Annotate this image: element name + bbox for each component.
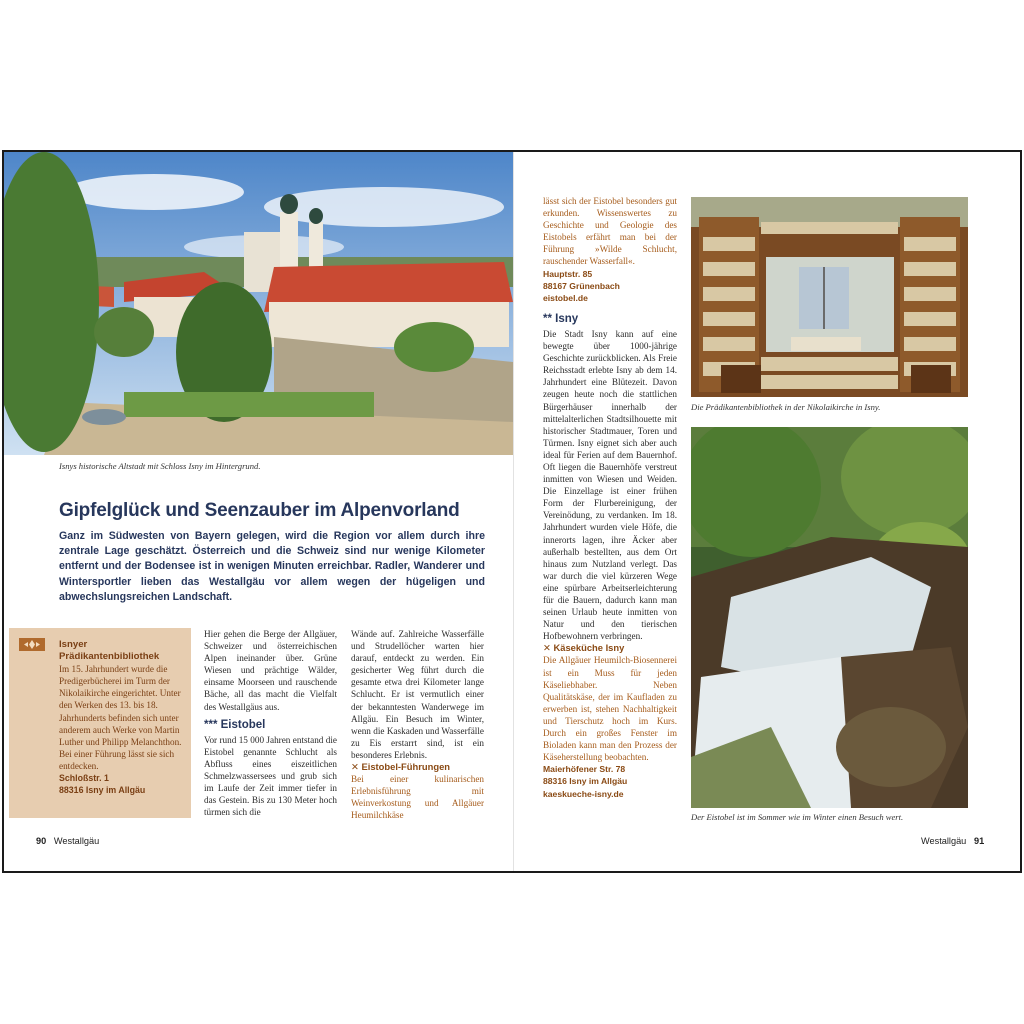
intro-paragraph: Ganz im Südwesten von Bayern gelegen, wird die Region vor allem durch ihre zentrale Lage geschätzt. Österreich und die Schweiz sind nur wenige Kilometer entfernt und der Bodensee ist in wenigen Minuten erreichbar. Radler, Wanderer und Wintersportler lieben das Westallgäu vor allem wegen der hügeligen und abwechslungsreichen Landschaft. (59, 530, 485, 603)
kaese-tip-heading (543, 642, 677, 654)
tip-text-continued: lässt sich der Eistobel besonders gut erkunden. Wissenswertes zu Geschichte und Geologie des Eistobels erfährt man bei der Führung »Wilde Schlucht, rauschender Wasserfall«. (543, 196, 677, 267)
info-box-address-city: 88316 Isny im Allgäu (59, 785, 146, 796)
book-spread (2, 150, 1022, 873)
tip-address-city: 88167 Grünenbach (543, 280, 620, 291)
paragraph: Wände auf. Zahlreiche Wasserfälle und Strudellöcher warten hier darauf, entdeckt zu werden. Ein gesicherter Weg führt durch die gesamte etwa drei Kilometer lange Schlucht. Er ist vermutlich einer der bekanntesten Wanderwege im Allgäu. Ein Besuch im Winter, wenn die Kaskaden und Wasserfälle zu Eis erstarrt sind, ist ein besonderes Erlebnis. (351, 629, 484, 760)
kaese-website: kaeskueche-isny.de (543, 788, 624, 799)
tip-address-street: Hauptstr. 85 (543, 268, 593, 279)
kaese-text: Die Allgäuer Heumilch-Biosennerei ist ein Muss für jeden Käseliebhaber. Neben Qualitätskäse, der im Kaufladen zu erwerben ist, stehen Nachhaltigkeit und Tierschutz hoch im Kurs. Durch ein großes Fenster im Bioladen kann man den Prozess der Käseherstellung beobachten. (543, 655, 677, 763)
paragraph: Hier gehen die Berge der Allgäuer, Schweizer und österreichischen Alpen ineinander über. Grüne Wiesen und prächtige Wälder, einsame Moorseen und rauschende Bäche, all das macht die Vielfalt des Westallgäus aus. (204, 629, 337, 712)
info-box (9, 628, 191, 818)
page-number: 91 (973, 836, 985, 846)
library-photo (691, 197, 968, 397)
isny-town-photo (4, 152, 513, 455)
crossed-cutlery-icon: ✕ (351, 761, 359, 773)
tip-website: eistobel.de (543, 292, 588, 303)
section-name: Westallgäu (53, 836, 100, 846)
town-photo-caption: Isnys historische Altstadt mit Schloss Isny im Hintergrund. (59, 461, 261, 471)
left-column-3 (351, 628, 484, 822)
kaese-address-street: Maierhöfener Str. 78 (543, 764, 626, 775)
ornament-badge-icon (19, 638, 45, 651)
page-footer-left (36, 836, 99, 846)
tip-heading (351, 761, 484, 773)
page-number: 90 (36, 836, 47, 846)
eistobel-photo-caption: Der Eistobel ist im Sommer wie im Winter einen Besuch wert. (691, 812, 904, 822)
page-footer-right (921, 836, 984, 846)
info-box-title: Isnyer Prädikantenbibliothek (59, 639, 160, 663)
crossed-cutlery-icon: ✕ (543, 642, 551, 654)
eistobel-fuehrungen-heading: Eistobel-Führungen (361, 761, 451, 773)
eistobel-heading: *** Eistobel (204, 718, 266, 731)
page-title: Gipfelglück und Seenzauber im Alpenvorland (59, 500, 460, 521)
isny-paragraph: Die Stadt Isny kann auf eine bewegte über 1000-jährige Geschichte zurückblicken. Als Freie Reichsstadt erlebte Isny ab dem 14. Jahrhundert eine Blütezeit. Davon zeugen heute noch die stattlichen Bürgerhäuser innerhalb der mittelalterlichen Stadtsilhouette mit historischer Stadtmauer, Toren und Türmen. Isny eignet sich aber auch ideal für Ferien auf dem Bauernhof. Oft liegen die Bauernhöfe verstreut inmitten von Wiesen und Weiden. Die Einzellage ist einer frühen Form der Flurbereinigung, der Vereinödung, zu verdanken. Im 18. Jahrhundert wurden viele Höfe, die innerorts lagen, ihre Äcker aber außerhalb bestellten, aus dem Ort hinaus zum Nutzland verlegt. Das war durch die viel kürzeren Wege eine spürbare Arbeitserleichterung für die Bauern, dadurch kann man seinen Urlaub heute inmitten von Natur und den tierischen Hofbewohnern verbringen. (543, 328, 677, 642)
library-photo-caption: Die Prädikantenbibliothek in der Nikolaikirche in Isny. (691, 402, 881, 412)
isny-heading: ** Isny (543, 312, 579, 325)
page-gutter (513, 152, 514, 871)
paragraph: Vor rund 15 000 Jahren entstand die Eistobel genannte Schlucht als Abfluss eines eiszeitlichen Schmelzwassersees und grub sich im Laufe der Zeit immer tiefer in das Gestein. Bis zu 130 Meter hoch türmen sich die (204, 734, 337, 818)
info-box-address-street: Schloßstr. 1 (59, 773, 109, 784)
left-column-2 (204, 628, 337, 818)
eistobel-photo (691, 427, 968, 808)
right-text-column (543, 195, 677, 800)
info-box-text: Im 15. Jahrhundert wurde die Predigerbücherei im Turm der Nikolaikirche eingerichtet. Unter den Werken des 13. bis 18. Jahrhunderts befinden sich unter anderem auch Werke von Martin Luther und Philipp Melanchthon. Bei einer Führung lässt sie sich entdecken. (59, 664, 182, 771)
kaesekueche-heading: Käseküche Isny (553, 642, 625, 654)
tip-text: Bei einer kulinarischen Erlebnisführung mit Weinverkostung und Allgäuer Heumilchkäse (351, 774, 484, 821)
kaese-address-city: 88316 Isny im Allgäu (543, 776, 628, 787)
section-name: Westallgäu (921, 836, 967, 846)
